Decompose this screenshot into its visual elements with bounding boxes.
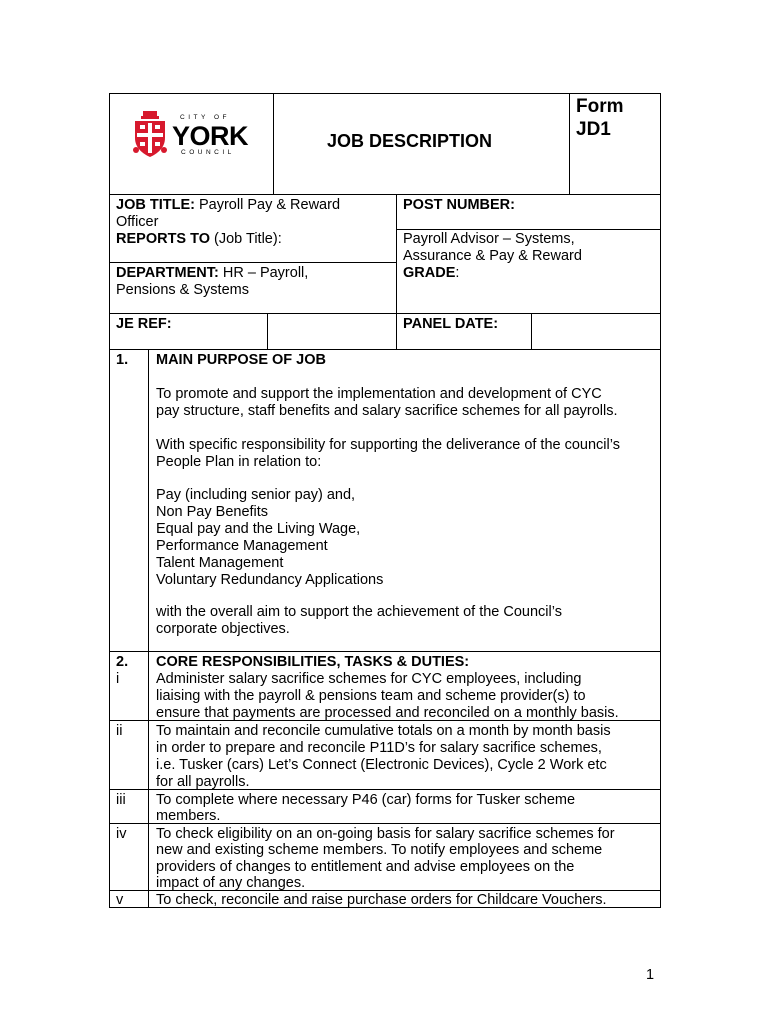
duty-number: v [116, 892, 124, 908]
grade-label: GRADE [403, 265, 456, 281]
list-item: Pay (including senior pay) and, [156, 487, 356, 503]
job-title-field [116, 197, 340, 214]
duty-line: ensure that payments are processed and reconciled on a monthly basis. [156, 705, 619, 721]
duty-line: impact of any changes. [156, 875, 306, 891]
york-crest-icon [132, 110, 168, 160]
list-item: Performance Management [156, 538, 328, 554]
form-code-line2: JD1 [576, 119, 611, 140]
job-title-label: JOB TITLE: [116, 197, 195, 213]
duty-line: To complete where necessary P46 (car) forms for Tusker scheme [156, 792, 576, 808]
section1-paragraph-line: People Plan in relation to: [156, 454, 322, 470]
department-label: DEPARTMENT: [116, 265, 219, 281]
section1-number: 1. [116, 352, 129, 368]
reports-to-value-cont: Assurance & Pay & Reward [403, 248, 582, 264]
duty-line: To check, reconcile and raise purchase orders for Childcare Vouchers. [156, 892, 607, 908]
duty-line: To maintain and reconcile cumulative totals on a month by month basis [156, 723, 611, 739]
duty-line: liaising with the payroll & pensions team and scheme provider(s) to [156, 688, 586, 704]
section2-heading: CORE RESPONSIBILITIES, TASKS & DUTIES: [156, 654, 470, 670]
list-item: Talent Management [156, 555, 284, 571]
page-title: JOB DESCRIPTION [327, 131, 493, 151]
section1-paragraph-line: With specific responsibility for supporting the deliverance of the council’s [156, 437, 620, 453]
logo-city-of: CITY OF [180, 114, 231, 121]
panel-date-label: PANEL DATE: [403, 316, 499, 332]
duty-line: To check eligibility on an on-going basis for salary sacrifice schemes for [156, 826, 615, 842]
grade-colon: : [455, 265, 460, 281]
section2-number: 2. [116, 654, 129, 670]
section1-paragraph-line: with the overall aim to support the achievement of the Council’s [156, 604, 562, 620]
duty-number: iv [116, 826, 127, 842]
je-ref-label: JE REF: [116, 316, 172, 332]
section1-paragraph-line: pay structure, staff benefits and salary sacrifice schemes for all payrolls. [156, 403, 618, 419]
section1-paragraph-line: corporate objectives. [156, 621, 290, 637]
list-item: Non Pay Benefits [156, 504, 269, 520]
duty-line: i.e. Tusker (cars) Let’s Connect (Electronic Devices), Cycle 2 Work etc [156, 757, 607, 773]
job-title-value: Payroll Pay & Reward [198, 197, 341, 213]
department-value-cont: Pensions & Systems [116, 282, 249, 298]
duty-line: new and existing scheme members. To notify employees and scheme [156, 842, 603, 858]
list-item: Voluntary Redundancy Applications [156, 572, 384, 588]
list-item: Equal pay and the Living Wage, [156, 521, 361, 537]
duty-line: in order to prepare and reconcile P11D’s for salary sacrifice schemes, [156, 740, 602, 756]
job-title-value-cont: Officer [116, 214, 159, 230]
duty-number: iii [116, 792, 126, 808]
duty-line: providers of changes to entitlement and advise employees on the [156, 859, 575, 875]
post-number-label: POST NUMBER: [403, 197, 515, 213]
reports-to-suffix: (Job Title): [214, 231, 282, 247]
duty-line: Administer salary sacrifice schemes for CYC employees, including [156, 671, 582, 687]
department-field [116, 265, 308, 282]
reports-to-field [116, 231, 282, 248]
duty-number: i [116, 671, 120, 687]
logo-council: COUNCIL [181, 149, 235, 156]
duty-line: members. [156, 808, 221, 824]
duty-line: for all payrolls. [156, 774, 250, 790]
form-code-line1: Form [576, 96, 624, 117]
reports-to-value: Payroll Advisor – Systems, [403, 231, 575, 247]
reports-to-label: REPORTS TO [116, 231, 210, 247]
department-value: HR – Payroll, [222, 265, 309, 281]
york-council-logo [130, 108, 249, 163]
grade-field [403, 265, 459, 282]
section1-paragraph-line: To promote and support the implementation and development of CYC [156, 386, 602, 402]
page-number: 1 [646, 967, 655, 983]
duty-number: ii [116, 723, 123, 739]
logo-york: YORK [172, 121, 249, 151]
section1-heading: MAIN PURPOSE OF JOB [156, 352, 326, 368]
